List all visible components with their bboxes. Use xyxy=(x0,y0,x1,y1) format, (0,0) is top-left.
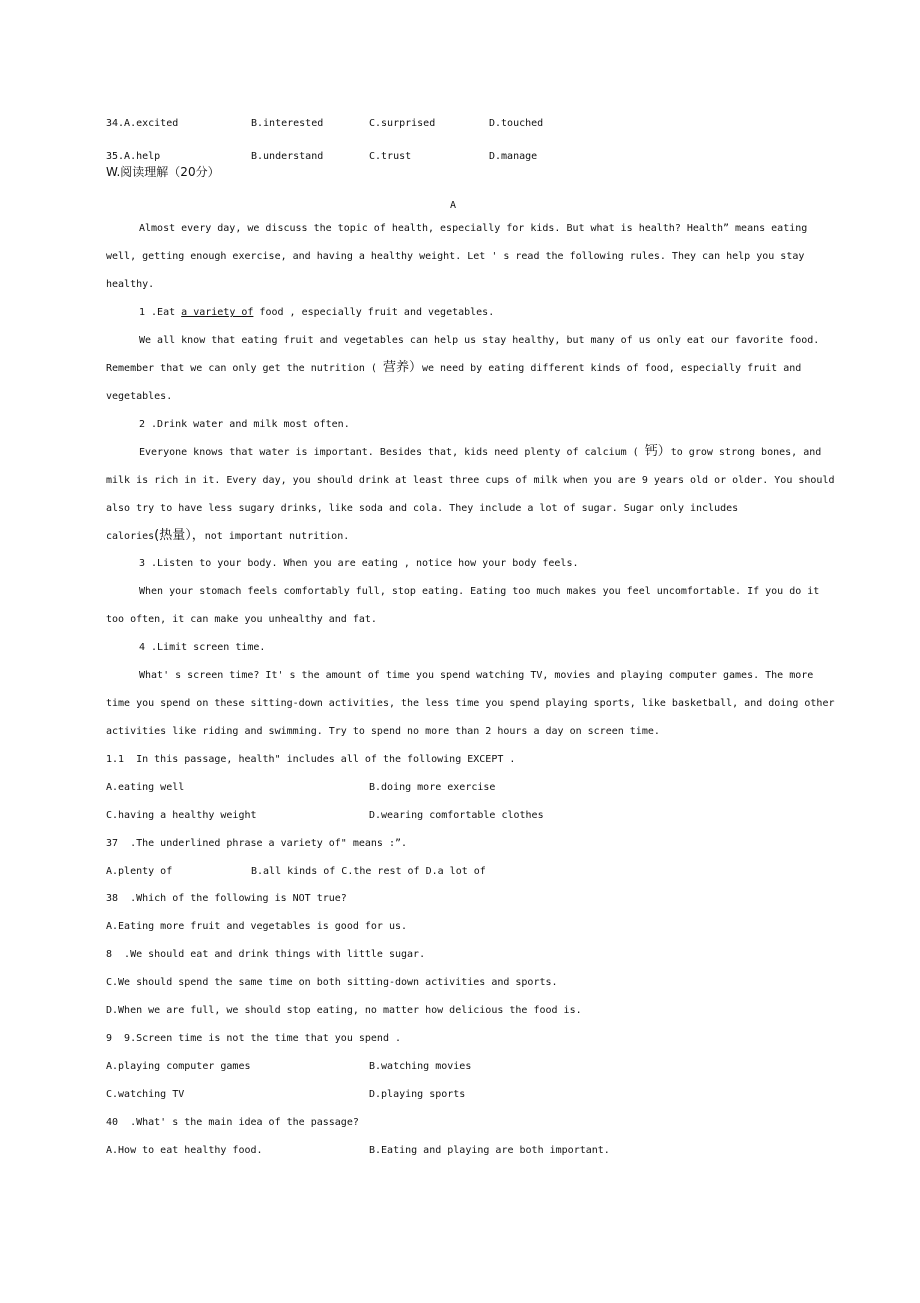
q34-option-d: D.touched xyxy=(489,118,544,129)
rule2-line-3: also try to have less sugary drinks, like soda and cola. They include a lot of sugar. Sugar only includes xyxy=(106,503,739,514)
q36-option-a: A.eating well xyxy=(106,782,185,793)
rule4-heading: 4 .Limit screen time. xyxy=(139,642,266,653)
rule3-heading: 3 .Listen to your body. When you are eating , notice how your body feels. xyxy=(139,558,579,569)
q36-option-b: B.doing more exercise xyxy=(369,782,496,793)
rule2-line-2: milk is rich in it. Every day, you should drink at least three cups of milk when you are 9 years old or older. You should xyxy=(106,475,835,486)
q39-option-c: C.watching TV xyxy=(106,1089,185,1100)
q38-option-c: C.We should spend the same time on both sitting-down activities and sports. xyxy=(106,977,558,988)
rule2-line-4b: not important nutrition. xyxy=(204,531,350,542)
rule4-line-3: activities like riding and swimming. Try to spend no more than 2 hours a day on screen time. xyxy=(106,726,660,737)
rule2-line-1a: Everyone knows that water is important. Besides that, kids need plenty of calcium ( xyxy=(139,447,645,458)
q36-stem: 1.1 In this passage, health" includes all of the following EXCEPT . xyxy=(106,754,516,765)
rule1-heading-pre: 1 .Eat xyxy=(139,307,182,318)
rule3-line-1: When your stomach feels comfortably full, stop eating. Eating too much makes you feel uncomfortable. If you do it xyxy=(139,586,820,597)
intro-line-1: Almost every day, we discuss the topic of health, especially for kids. But what is health? Health” means eating xyxy=(139,223,808,234)
q35-option-c: C.trust xyxy=(369,151,412,162)
q35-option-d: D.manage xyxy=(489,151,538,162)
q40-option-b: B.Eating and playing are both important. xyxy=(369,1145,610,1156)
q37-stem: 37 .The underlined phrase a variety of" means :”. xyxy=(106,838,408,849)
q37-options-bcd: B.all kinds of C.the rest of D.a lot of xyxy=(251,866,486,877)
q40-option-a: A.How to eat healthy food. xyxy=(106,1145,263,1156)
underlined-phrase: a variety of xyxy=(181,307,254,318)
rule1-line-2 xyxy=(106,361,801,376)
rule2-cjk-calories: (热量）， xyxy=(154,528,205,543)
rule1-cjk-nutrition: 营养） xyxy=(382,360,422,375)
q35-option-a: 35.A.help xyxy=(106,151,161,162)
intro-line-2: well, getting enough exercise, and having a healthy weight. Let ' s read the following rules. They can help you stay xyxy=(106,251,805,262)
q36-option-c: C.having a healthy weight xyxy=(106,810,257,821)
q39-option-b: B.watching movies xyxy=(369,1061,472,1072)
q38-option-a: A.Eating more fruit and vegetables is good for us. xyxy=(106,921,408,932)
rule2-cjk-calcium: 钙） xyxy=(644,444,671,459)
q34-option-b: B.interested xyxy=(251,118,324,129)
rule3-line-2: too often, it can make you unhealthy and fat. xyxy=(106,614,377,625)
q38-stem: 38 .Which of the following is NOT true? xyxy=(106,893,347,904)
rule1-line-3: vegetables. xyxy=(106,391,173,402)
q34-option-c: C.surprised xyxy=(369,118,436,129)
rule2-line-4a: calories xyxy=(106,531,155,542)
passage-label: A xyxy=(450,200,457,211)
q38-option-b: 8 .We should eat and drink things with little sugar. xyxy=(106,949,426,960)
section-title: W.阅读理解（20分） xyxy=(106,165,220,179)
rule1-line-2a: Remember that we can only get the nutrition ( xyxy=(106,363,383,374)
rule2-line-1b: to grow strong bones, and xyxy=(670,447,822,458)
q34-option-a: 34.A.excited xyxy=(106,118,179,129)
q40-stem: 40 .What' s the main idea of the passage? xyxy=(106,1117,359,1128)
rule4-line-1: What' s screen time? It' s the amount of time you spend watching TV, movies and playing computer games. The more xyxy=(139,670,814,681)
q39-option-d: D.playing sports xyxy=(369,1089,466,1100)
q35-option-b: B.understand xyxy=(251,151,324,162)
q39-stem: 9 9.Screen time is not the time that you spend . xyxy=(106,1033,402,1044)
q39-option-a: A.playing computer games xyxy=(106,1061,251,1072)
rule1-heading-post: food , especially fruit and vegetables. xyxy=(253,307,495,318)
q37-option-a: A.plenty of xyxy=(106,866,173,877)
rule2-heading: 2 .Drink water and milk most often. xyxy=(139,419,350,430)
rule1-line-2b: we need by eating different kinds of food, especially fruit and xyxy=(421,363,802,374)
rule2-line-1 xyxy=(139,445,821,460)
q36-option-d: D.wearing comfortable clothes xyxy=(369,810,544,821)
intro-line-3: healthy. xyxy=(106,279,155,290)
rule2-line-4 xyxy=(106,529,349,544)
q38-option-d: D.When we are full, we should stop eating, no matter how delicious the food is. xyxy=(106,1005,582,1016)
rule4-line-2: time you spend on these sitting-down activities, the less time you spend playing sports, like basketball, and doing other xyxy=(106,698,835,709)
rule1-heading xyxy=(139,306,494,320)
rule1-line-1: We all know that eating fruit and vegetables can help us stay healthy, but many of us only eat our favorite food. xyxy=(139,335,820,346)
